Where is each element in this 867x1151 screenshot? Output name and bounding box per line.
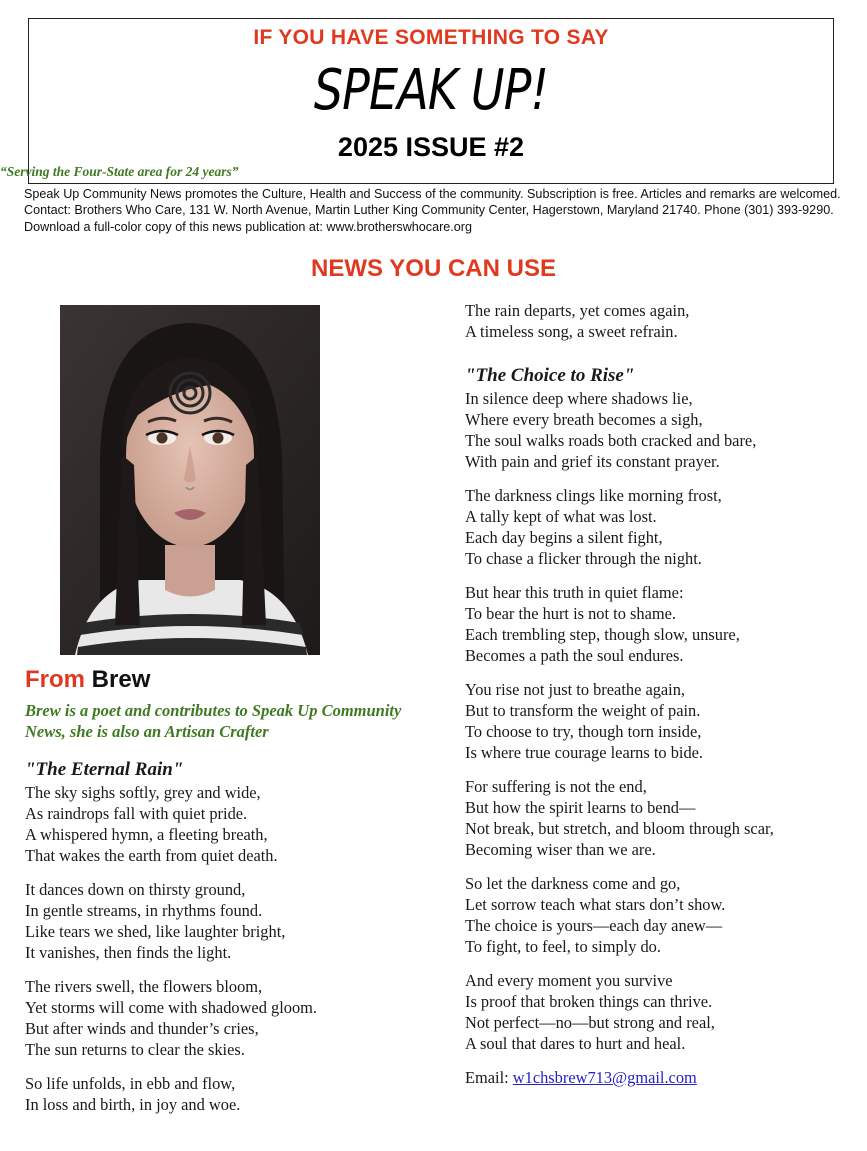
poem-line: Like tears we shed, like laughter bright, — [25, 922, 286, 941]
poem-line: In gentle streams, in rhythms found. — [25, 901, 263, 920]
poem-line: The sun returns to clear the skies. — [25, 1040, 245, 1059]
poem-line: Is proof that broken things can thrive. — [465, 992, 713, 1011]
poem-line: To fight, to feel, to simply do. — [465, 937, 661, 956]
poem-line: You rise not just to breathe again, — [465, 680, 686, 699]
poem-eternal-rain — [25, 758, 435, 1128]
stanza — [465, 388, 855, 472]
poem-line: It vanishes, then finds the light. — [25, 943, 232, 962]
section-heading: NEWS YOU CAN USE — [311, 255, 556, 282]
stanza — [465, 970, 855, 1054]
stanza — [465, 485, 855, 569]
poem-line: That wakes the earth from quiet death. — [25, 846, 278, 865]
poem-line: To bear the hurt is not to shame. — [465, 604, 676, 623]
poem-line: It dances down on thirsty ground, — [25, 880, 246, 899]
poem-line: As raindrops fall with quiet pride. — [25, 804, 248, 823]
poem-title: "The Eternal Rain" — [25, 759, 184, 780]
masthead — [28, 18, 834, 184]
poem-line: A tally kept of what was lost. — [465, 507, 657, 526]
stanza — [465, 776, 855, 860]
stanza — [465, 679, 855, 763]
poem-line: In silence deep where shadows lie, — [465, 389, 693, 408]
poem-line: A soul that dares to hurt and heal. — [465, 1034, 686, 1053]
poem-line: So let the darkness come and go, — [465, 874, 681, 893]
poem-line: To chase a flicker through the night. — [465, 549, 702, 568]
poem-line: A timeless song, a sweet refrain. — [465, 322, 678, 341]
poem-line: Let sorrow teach what stars don’t show. — [465, 895, 726, 914]
masthead-kicker: IF YOU HAVE SOMETHING TO SAY — [253, 26, 609, 49]
poem-line: For suffering is not the end, — [465, 777, 647, 796]
stanza — [25, 1073, 435, 1115]
tagline: “Serving the Four-State area for 24 years” — [0, 164, 239, 179]
poem-line: Becoming wiser than we are. — [465, 840, 656, 859]
poem-line: But how the spirit learns to bend— — [465, 798, 696, 817]
poem-line: The choice is yours—each day anew— — [465, 916, 723, 935]
poem-line: The rain departs, yet comes again, — [465, 301, 690, 320]
masthead-title: SPEAK UP! — [313, 58, 549, 123]
poem-line: A whispered hymn, a fleeting breath, — [25, 825, 268, 844]
poem-line: So life unfolds, in ebb and flow, — [25, 1074, 236, 1093]
poem-line: The soul walks roads both cracked and bare, — [465, 431, 757, 450]
intro-paragraph: Speak Up Community News promotes the Culture, Health and Success of the community. Subscription is free. Articles and remarks are welcomed. Contact: Brothers Who Care, 131 W. North Avenue, Martin Luther King Community Center, Hagerstown, Maryland 21740. Phone (301) 393-9290. Download a full-color copy of this news publication at: www.brotherswhocare.org — [24, 187, 841, 234]
stanza — [465, 582, 855, 666]
poem-line: Each trembling step, though slow, unsure, — [465, 625, 740, 644]
poem-line: In loss and birth, in joy and woe. — [25, 1095, 241, 1114]
byline-from: From — [25, 666, 85, 693]
poem-line: Each day begins a silent fight, — [465, 528, 663, 547]
poem-line: To choose to try, though torn inside, — [465, 722, 702, 741]
poem-line: Becomes a path the soul endures. — [465, 646, 684, 665]
issue-number: 2025 ISSUE #2 — [337, 132, 525, 162]
email-label: Email: — [465, 1068, 513, 1087]
poem-line: Not perfect—no—but strong and real, — [465, 1013, 715, 1032]
stanza — [25, 879, 435, 963]
poem-line: But hear this truth in quiet flame: — [465, 583, 684, 602]
author-byline — [25, 666, 150, 694]
poem-line: The darkness clings like morning frost, — [465, 486, 722, 505]
stanza — [25, 782, 435, 866]
poem-line: The sky sighs softly, grey and wide, — [25, 783, 261, 802]
stanza — [25, 976, 435, 1060]
poem-line: The rivers swell, the flowers bloom, — [25, 977, 263, 996]
poem-line: Is where true courage learns to bide. — [465, 743, 704, 762]
poem-line: Yet storms will come with shadowed gloom. — [25, 998, 317, 1017]
poem-line: Not break, but stretch, and bloom through scar, — [465, 819, 774, 838]
stanza — [465, 300, 855, 342]
author-bio: Brew is a poet and contributes to Speak Up Community News, she is also an Artisan Crafter — [25, 701, 402, 741]
byline-name: Brew — [91, 666, 151, 693]
poem-line: But after winds and thunder’s cries, — [25, 1019, 259, 1038]
poem-line: With pain and grief its constant prayer. — [465, 452, 720, 471]
poem-title: "The Choice to Rise" — [465, 365, 635, 386]
stanza — [465, 873, 855, 957]
right-column — [465, 300, 855, 1088]
poem-line: And every moment you survive — [465, 971, 673, 990]
contact-email — [465, 1067, 855, 1088]
poem-line: Where every breath becomes a sigh, — [465, 410, 703, 429]
email-link[interactable]: w1chsbrew713@gmail.com — [512, 1068, 697, 1087]
poem-line: But to transform the weight of pain. — [465, 701, 701, 720]
author-portrait — [60, 305, 320, 655]
author-portrait-illustration — [60, 305, 320, 655]
